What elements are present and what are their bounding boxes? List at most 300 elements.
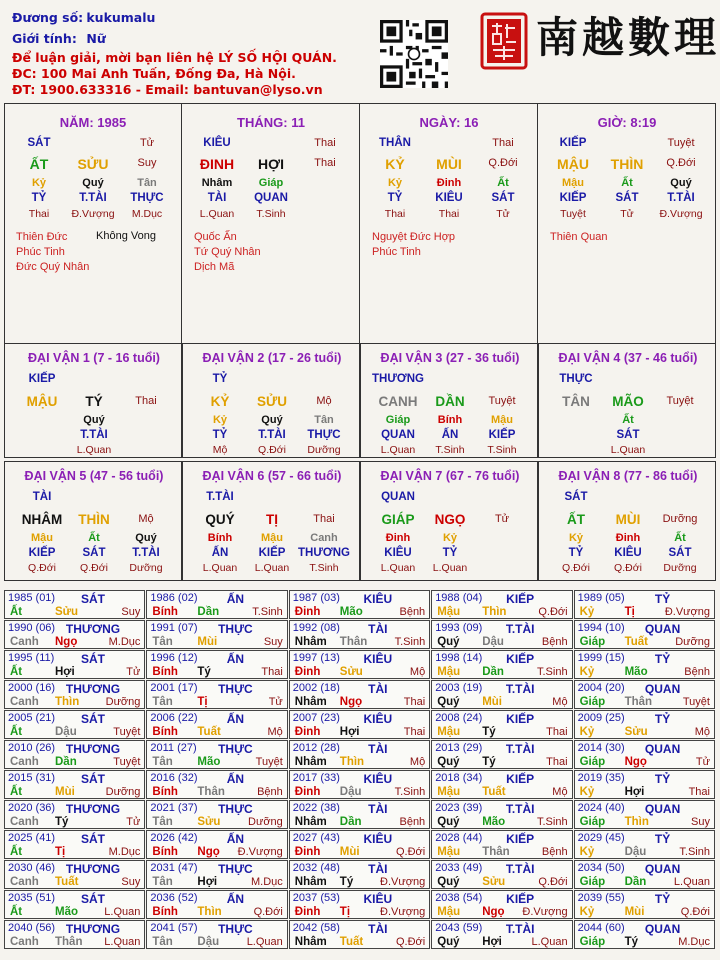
- hidden-stem: Mậu: [31, 532, 53, 544]
- special-star: Phúc Tinh: [372, 246, 421, 258]
- year-cell[interactable]: [289, 590, 430, 619]
- year-cell[interactable]: [574, 800, 715, 829]
- year-branch: Tị: [55, 846, 66, 858]
- year-cell[interactable]: [289, 710, 430, 739]
- year-status: T.Sinh: [252, 606, 283, 618]
- year-stem: Giáp: [579, 936, 606, 948]
- dai-van-stem: CANH: [378, 394, 418, 409]
- year-status: Dưỡng: [248, 816, 283, 828]
- year-branch: Tị: [197, 696, 208, 708]
- pillar-ten-god: THÂN: [379, 137, 411, 149]
- year-ten-god: TÀI: [368, 802, 388, 816]
- dai-van-stem: TÂN: [562, 394, 590, 409]
- year-ten-god: ẤN: [226, 772, 245, 786]
- dai-van-title: ĐẠI VẬN 3 (27 - 36 tuổi): [380, 351, 520, 365]
- year-label: 2014 (30): [577, 742, 625, 754]
- year-status: Suy: [691, 816, 710, 828]
- year-ten-god: T.TÀI: [505, 922, 535, 936]
- year-status: Tử: [695, 756, 710, 768]
- year-ten-god: KIẾP: [506, 652, 535, 666]
- year-branch: Thân: [339, 636, 368, 648]
- hidden-ten-god: SÁT: [615, 192, 639, 204]
- dai-van-title: ĐẠI VẬN 4 (37 - 46 tuổi): [558, 351, 698, 365]
- year-ten-god: KIẾP: [506, 832, 535, 846]
- year-cell[interactable]: [146, 620, 287, 649]
- year-ten-god: SÁT: [81, 832, 105, 846]
- year-branch: Ngọ: [624, 756, 647, 768]
- year-status: Thai: [403, 696, 426, 708]
- hidden-ten-god: QUAN: [381, 429, 415, 441]
- dai-van-grid: [4, 344, 716, 582]
- dai-van-status: Tuyệt: [666, 395, 694, 407]
- year-ten-god: KIẾP: [506, 712, 535, 726]
- year-branch: Dần: [55, 756, 77, 768]
- hidden-status: Dưỡng: [307, 444, 341, 456]
- year-cell[interactable]: [431, 830, 572, 859]
- year-ten-god: TÀI: [368, 682, 388, 696]
- hidden-ten-god: TỶ: [31, 192, 47, 204]
- year-status: Bệnh: [257, 786, 283, 798]
- year-branch: Dần: [624, 876, 647, 888]
- pillar-top-status: Thai: [492, 137, 514, 149]
- hidden-status: Tuyệt: [560, 208, 586, 220]
- year-status: Bệnh: [684, 666, 710, 678]
- year-stem: Mậu: [437, 726, 461, 738]
- year-ten-god: T.TÀI: [505, 742, 535, 756]
- year-ten-god: THỰC: [218, 682, 253, 696]
- hidden-ten-god: T.TÀI: [667, 192, 695, 204]
- year-label: 2015 (31): [8, 772, 56, 784]
- year-branch: Thìn: [624, 816, 649, 828]
- year-ten-god: ẤN: [226, 712, 245, 726]
- year-status: Dưỡng: [105, 786, 141, 798]
- year-ten-god: THỰC: [218, 622, 253, 636]
- year-label: 2032 (48): [292, 862, 340, 874]
- year-cell[interactable]: [4, 680, 145, 709]
- year-ten-god: SÁT: [81, 652, 105, 666]
- hidden-stem: Tân: [137, 177, 157, 189]
- pillar-branch: MÙI: [436, 156, 462, 172]
- year-ten-god: KIÊU: [363, 592, 393, 606]
- year-status: Mộ: [552, 786, 568, 798]
- hidden-stem: Quý: [135, 532, 157, 544]
- dai-van-branch: DẦN: [435, 394, 465, 409]
- pillar-stem: MẬU: [557, 156, 589, 172]
- hidden-stem: Canh: [310, 532, 338, 544]
- year-ten-god: T.TÀI: [505, 622, 535, 636]
- hidden-stem: Nhâm: [201, 177, 233, 189]
- year-stem: Mậu: [437, 846, 461, 858]
- year-stem: Kỷ: [579, 786, 595, 798]
- year-cell[interactable]: [289, 920, 430, 949]
- year-cell[interactable]: [4, 650, 145, 679]
- year-label: 2011 (27): [150, 742, 197, 754]
- year-stem: Nhâm: [294, 816, 327, 828]
- year-cell[interactable]: [146, 710, 287, 739]
- year-status: Tử: [268, 696, 283, 708]
- year-ten-god: QUAN: [644, 862, 681, 876]
- year-cell[interactable]: [431, 860, 572, 889]
- year-stem: Bính: [152, 906, 178, 918]
- year-ten-god: TỶ: [654, 652, 671, 666]
- hidden-stem: Ất: [88, 532, 100, 544]
- year-status: Mộ: [552, 696, 568, 708]
- year-status: M.Dục: [251, 876, 283, 888]
- year-status: L.Quan: [531, 936, 568, 948]
- year-label: 2008 (24): [435, 712, 483, 724]
- year-ten-god: THƯƠNG: [65, 922, 121, 936]
- brand-logo: 南越數理: [536, 13, 720, 62]
- dai-van-title: ĐẠI VẬN 8 (77 - 86 tuổi): [558, 469, 698, 483]
- gender-row: [12, 31, 106, 47]
- year-stem: Giáp: [579, 756, 606, 768]
- year-branch: Tý: [55, 816, 69, 828]
- year-branch: Tuất: [482, 786, 506, 798]
- year-cell[interactable]: [574, 620, 715, 649]
- year-branch: Thân: [624, 696, 653, 708]
- year-ten-god: SÁT: [81, 892, 105, 906]
- year-status: Đ.Vượng: [522, 906, 568, 918]
- year-cell[interactable]: [146, 800, 287, 829]
- year-branch: Thìn: [482, 606, 507, 618]
- year-branch: Mùi: [482, 696, 502, 708]
- year-stem: Bính: [152, 726, 178, 738]
- year-branch: Thân: [482, 846, 510, 858]
- pillar-branch-status: Thai: [314, 157, 336, 169]
- void-star: Không Vong: [96, 230, 156, 242]
- year-cell[interactable]: [574, 740, 715, 769]
- special-star: Tứ Quý Nhân: [194, 246, 261, 258]
- year-stem: Tân: [152, 756, 173, 768]
- year-cell[interactable]: [4, 860, 145, 889]
- year-status: Thai: [688, 786, 710, 798]
- year-label: 1997 (13): [292, 652, 340, 664]
- year-label: 2001 (17): [150, 682, 198, 694]
- hidden-status: T.Sinh: [435, 444, 465, 456]
- year-cell[interactable]: [431, 620, 572, 649]
- year-cell[interactable]: [431, 920, 572, 949]
- hidden-status: Đ.Vượng: [71, 208, 115, 220]
- year-label: 2040 (56): [8, 922, 56, 934]
- hidden-stem: Kỷ: [212, 414, 228, 426]
- hidden-status: Dưỡng: [663, 562, 697, 574]
- year-cell[interactable]: [146, 890, 287, 919]
- dai-van-branch: SỬU: [257, 394, 287, 409]
- year-cell[interactable]: [146, 590, 287, 619]
- year-cell[interactable]: [146, 770, 287, 799]
- year-status: Suy: [121, 876, 141, 888]
- year-cell[interactable]: [574, 710, 715, 739]
- year-branch: Thìn: [197, 906, 222, 918]
- special-star: Phúc Tinh: [16, 246, 65, 258]
- hidden-ten-god: T.TÀI: [132, 547, 160, 559]
- hidden-ten-god: THỰC: [130, 192, 164, 204]
- year-label: 2016 (32): [150, 772, 198, 784]
- hidden-status: M.Dục: [131, 208, 163, 220]
- hidden-status: Thai: [384, 208, 406, 220]
- year-label: 2038 (54): [435, 892, 483, 904]
- year-stem: Giáp: [579, 816, 606, 828]
- year-ten-god: THƯƠNG: [65, 622, 121, 636]
- year-cell[interactable]: [289, 680, 430, 709]
- dai-van-branch: TÝ: [85, 394, 103, 409]
- year-label: 1990 (06): [8, 622, 56, 634]
- year-branch: Thìn: [55, 696, 80, 708]
- year-cell[interactable]: [574, 830, 715, 859]
- year-cell[interactable]: [574, 890, 715, 919]
- year-cell[interactable]: [431, 710, 572, 739]
- year-branch: Tuất: [624, 636, 649, 648]
- dai-van-cell: [4, 344, 182, 458]
- hidden-stem: Quý: [82, 177, 104, 189]
- year-branch: Tuất: [197, 726, 221, 738]
- dai-van-ten-god: THƯƠNG: [372, 373, 424, 385]
- year-label: 2021 (37): [150, 802, 198, 814]
- qr-code-icon[interactable]: [380, 20, 448, 88]
- year-branch: Hợi: [482, 936, 502, 948]
- year-branch: Ngọ: [339, 696, 363, 708]
- hidden-stem: Mậu: [261, 532, 283, 544]
- hidden-status: Q.Đới: [28, 562, 56, 574]
- year-ten-god: KIẾP: [506, 892, 535, 906]
- pillar-stem: KỶ: [385, 156, 405, 172]
- hidden-ten-god: THƯƠNG: [298, 547, 350, 559]
- year-cell[interactable]: [4, 890, 145, 919]
- year-ten-god: TỶ: [654, 772, 671, 786]
- header: [0, 0, 720, 100]
- dai-van-cell: [538, 461, 716, 581]
- year-cell[interactable]: [146, 650, 287, 679]
- year-cell[interactable]: [574, 590, 715, 619]
- annual-luck-grid: [4, 590, 716, 950]
- hidden-stem: Mậu: [491, 414, 513, 426]
- year-ten-god: KIẾP: [506, 592, 535, 606]
- hidden-ten-god: KIẾP: [258, 547, 286, 559]
- year-cell[interactable]: [289, 800, 430, 829]
- year-branch: Mão: [197, 756, 221, 768]
- year-label: 1998 (14): [435, 652, 483, 664]
- year-cell[interactable]: [4, 770, 145, 799]
- year-stem: Tân: [152, 936, 173, 948]
- year-branch: Mùi: [339, 846, 360, 858]
- year-status: Mộ: [694, 726, 710, 738]
- year-cell[interactable]: [431, 740, 572, 769]
- dai-van-ten-god: TỶ: [212, 373, 228, 385]
- year-branch: Dần: [482, 666, 504, 678]
- year-status: Thai: [403, 726, 426, 738]
- year-cell[interactable]: [289, 770, 430, 799]
- hidden-stem: Bính: [437, 414, 463, 426]
- year-cell[interactable]: [4, 800, 145, 829]
- year-ten-god: SÁT: [81, 772, 105, 786]
- year-label: 2028 (44): [435, 832, 483, 844]
- dai-van-ten-god: KIẾP: [28, 373, 56, 385]
- year-ten-god: ẤN: [226, 592, 245, 606]
- year-branch: Dần: [339, 816, 362, 828]
- year-cell[interactable]: [146, 920, 287, 949]
- hidden-status: Q.Đới: [614, 562, 642, 574]
- year-label: 2026 (42): [150, 832, 198, 844]
- dai-van-stem: MẬU: [26, 394, 58, 409]
- special-star: Thiên Quan: [550, 231, 608, 243]
- year-status: Đ.Vượng: [237, 846, 283, 858]
- year-cell[interactable]: [574, 920, 715, 949]
- year-cell[interactable]: [431, 890, 572, 919]
- year-ten-god: KIÊU: [363, 832, 393, 846]
- year-cell[interactable]: [4, 620, 145, 649]
- year-ten-god: QUAN: [644, 622, 681, 636]
- year-label: 2033 (49): [435, 862, 483, 874]
- year-cell[interactable]: [431, 800, 572, 829]
- year-cell[interactable]: [146, 860, 287, 889]
- pillar-stem: ĐINH: [199, 156, 235, 172]
- year-label: 2002 (18): [292, 682, 340, 694]
- year-cell[interactable]: [4, 590, 145, 619]
- year-ten-god: QUAN: [644, 802, 681, 816]
- year-cell[interactable]: [574, 770, 715, 799]
- year-branch: Tý: [339, 876, 354, 888]
- year-cell[interactable]: [574, 650, 715, 679]
- year-stem: Đinh: [294, 786, 321, 798]
- year-ten-god: ẤN: [226, 892, 245, 906]
- hidden-stem: Quý: [670, 177, 692, 189]
- special-star: Thiên Đức: [16, 231, 68, 243]
- year-ten-god: TÀI: [368, 622, 388, 636]
- phone-email-link[interactable]: ĐT: 1900.633316 - Email: bantuvan@lyso.vn: [12, 82, 323, 97]
- dai-van-ten-god: TÀI: [32, 491, 52, 503]
- year-label: 1989 (05): [577, 592, 625, 604]
- year-label: 2007 (23): [292, 712, 340, 724]
- year-cell[interactable]: [146, 830, 287, 859]
- year-label: 2030 (46): [8, 862, 56, 874]
- year-branch: Sửu: [197, 816, 221, 828]
- year-status: Bệnh: [399, 816, 426, 828]
- year-label: 2041 (57): [150, 922, 198, 934]
- year-cell[interactable]: [4, 920, 145, 949]
- pillar-ten-god: KIÊU: [203, 137, 231, 149]
- year-status: Bệnh: [399, 606, 426, 618]
- year-cell[interactable]: [4, 740, 145, 769]
- special-star: Nguyệt Đức Hợp: [372, 231, 456, 243]
- hidden-status: Thai: [28, 208, 50, 220]
- year-status: Tuyệt: [113, 756, 141, 768]
- year-label: 2037 (53): [292, 892, 340, 904]
- year-cell[interactable]: [431, 650, 572, 679]
- year-ten-god: THỰC: [218, 742, 253, 756]
- year-stem: Kỷ: [579, 906, 595, 918]
- year-ten-god: T.TÀI: [505, 682, 535, 696]
- year-status: Suy: [263, 636, 283, 648]
- year-ten-god: TỶ: [654, 592, 671, 606]
- year-branch: Mão: [624, 666, 648, 678]
- year-cell[interactable]: [146, 680, 287, 709]
- year-stem: Mậu: [437, 906, 461, 918]
- pillar-title: THÁNG: 11: [237, 115, 305, 130]
- pillar-ten-god: KIẾP: [559, 137, 587, 149]
- hidden-stem: Tân: [314, 414, 334, 426]
- year-stem: Tân: [152, 876, 173, 888]
- year-cell[interactable]: [289, 620, 430, 649]
- year-status: Tử: [126, 816, 141, 828]
- year-label: 2024 (40): [577, 802, 625, 814]
- year-cell[interactable]: [4, 710, 145, 739]
- year-label: 1996 (12): [150, 652, 198, 664]
- address-line: ĐC: 100 Mai Anh Tuấn, Đống Đa, Hà Nội.: [12, 66, 296, 81]
- pillar-branch-status: Suy: [137, 157, 157, 169]
- year-cell[interactable]: [146, 740, 287, 769]
- year-label: 2022 (38): [292, 802, 340, 814]
- owner-name-row: [12, 10, 155, 26]
- year-branch: Dậu: [339, 786, 362, 798]
- year-label: 2043 (59): [435, 922, 483, 934]
- year-branch: Tý: [624, 936, 639, 948]
- year-stem: Bính: [152, 606, 178, 618]
- year-cell[interactable]: [574, 860, 715, 889]
- year-cell[interactable]: [289, 740, 430, 769]
- year-label: 2005 (21): [8, 712, 56, 724]
- gender-label: Giới tính:: [12, 31, 77, 46]
- year-cell[interactable]: [289, 890, 430, 919]
- year-cell[interactable]: [431, 590, 572, 619]
- year-cell[interactable]: [289, 650, 430, 679]
- hidden-stem: Ất: [621, 177, 633, 189]
- year-ten-god: ẤN: [226, 652, 245, 666]
- year-label: 1994 (10): [577, 622, 625, 634]
- year-label: 2013 (29): [435, 742, 483, 754]
- year-stem: Kỷ: [579, 726, 595, 738]
- year-cell[interactable]: [574, 680, 715, 709]
- year-branch: Tị: [624, 606, 635, 618]
- year-status: Q.Đới: [253, 906, 283, 918]
- year-label: 2023 (39): [435, 802, 483, 814]
- year-cell[interactable]: [289, 830, 430, 859]
- year-status: Mộ: [267, 726, 283, 738]
- hidden-status: T.Sinh: [309, 562, 339, 574]
- year-ten-god: KIẾP: [506, 772, 535, 786]
- hidden-stem: Đinh: [615, 532, 641, 544]
- hidden-stem: Đinh: [385, 532, 411, 544]
- year-branch: Dậu: [624, 846, 647, 858]
- year-label: 2042 (58): [292, 922, 340, 934]
- year-cell[interactable]: [289, 860, 430, 889]
- year-ten-god: THƯƠNG: [65, 682, 121, 696]
- hidden-stem: Kỷ: [568, 532, 584, 544]
- year-cell[interactable]: [431, 770, 572, 799]
- hidden-ten-god: QUAN: [254, 192, 288, 204]
- year-status: T.Sinh: [394, 636, 426, 648]
- pillar-top-status: Tuyệt: [667, 137, 695, 149]
- hidden-stem: Quý: [83, 414, 105, 426]
- year-status: M.Dục: [108, 846, 141, 858]
- year-status: Đ.Vượng: [664, 606, 710, 618]
- hidden-status: Dưỡng: [129, 562, 163, 574]
- year-stem: Nhâm: [294, 756, 327, 768]
- year-branch: Ngọ: [197, 846, 220, 858]
- year-status: Q.Đới: [680, 906, 710, 918]
- year-branch: Hợi: [339, 726, 360, 738]
- year-stem: Nhâm: [294, 696, 327, 708]
- dai-van-stem: KỶ: [210, 394, 230, 409]
- year-cell[interactable]: [431, 680, 572, 709]
- year-stem: Tân: [152, 816, 173, 828]
- year-label: 2009 (25): [577, 712, 625, 724]
- dai-van-stem: QUÝ: [205, 512, 235, 527]
- year-branch: Sửu: [55, 606, 79, 618]
- hidden-ten-god: T.TÀI: [79, 192, 107, 204]
- year-ten-god: KIÊU: [363, 892, 393, 906]
- year-stem: Nhâm: [294, 636, 327, 648]
- year-cell[interactable]: [4, 830, 145, 859]
